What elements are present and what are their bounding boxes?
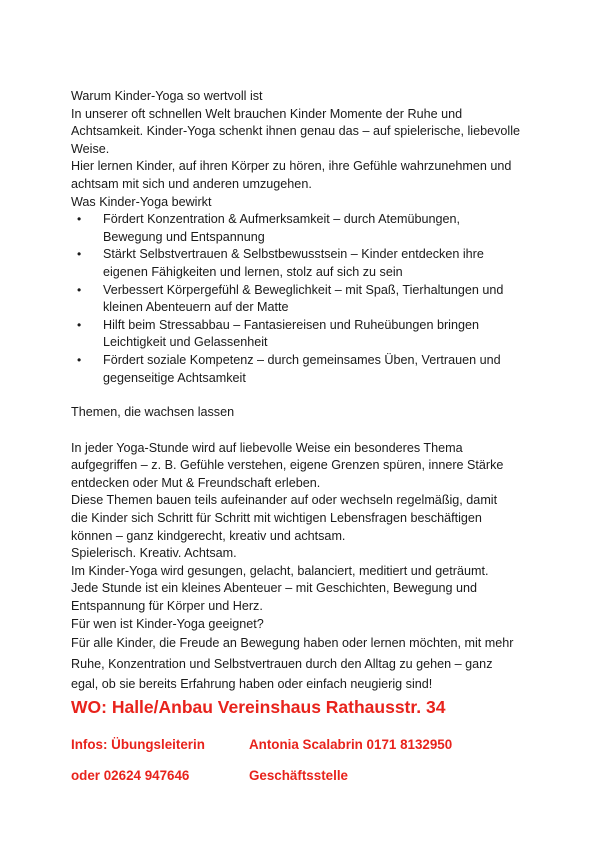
infos-contact: Antonia Scalabrin 0171 8132950: [249, 737, 453, 752]
themes-line: können – ganz kindgerecht, kreativ und achtsam.: [71, 528, 346, 543]
benefit-item: • Hilft beim Stressabbau – Fantasiereisen und Ruheübungen bringen Leichtigkeit und Gelassenheit: [77, 317, 479, 350]
benefit-item: • Fördert Konzentration & Aufmerksamkeit – durch Atemübungen, Bewegung und Entspannung: [77, 212, 461, 244]
bullet-icon: •: [77, 247, 82, 262]
intro-line: In unserer oft schnellen Welt brauchen Kinder Momente der Ruhe und: [71, 106, 463, 121]
themes-line: Für alle Kinder, die Freude an Bewegung haben oder lernen möchten, mit mehr: [71, 636, 514, 651]
benefit-item: • Stärkt Selbstvertrauen & Selbstbewusstsein – Kinder entdecken ihre eigenen Fähigkeiten und lernen, stolz auf sich zu sein: [77, 247, 484, 279]
themes-line: In jeder Yoga-Stunde wird auf liebevolle Weise ein besonderes Thema: [71, 440, 463, 455]
themes-line: Ruhe, Konzentration und Selbstvertrauen durch den Alltag zu gehen – ganz: [71, 656, 493, 671]
benefit-item: • Fördert soziale Kompetenz – durch gemeinsames Üben, Vertrauen und gegenseitige Achtsamkeit: [77, 352, 501, 385]
bullet-icon: •: [77, 317, 82, 332]
intro-line: Achtsamkeit. Kinder-Yoga schenkt ihnen genau das – auf spielerische, liebevolle: [71, 124, 520, 139]
intro-line: Weise.: [71, 141, 110, 156]
body-text: [71, 88, 541, 694]
benefits-heading: Was Kinder-Yoga bewirkt: [71, 194, 212, 209]
bullet-icon: •: [77, 352, 82, 367]
benefit-item: • Verbessert Körpergefühl & Beweglichkeit – mit Spaß, Tierhaltungen und kleinen Abenteuern auf der Matte: [77, 282, 504, 315]
themes-line: Diese Themen bauen teils aufeinander auf oder wechseln regelmäßig, damit: [71, 493, 498, 508]
themes-line: Im Kinder-Yoga wird gesungen, gelacht, balanciert, meditiert und geträumt.: [71, 563, 489, 578]
themes-heading: Themen, die wachsen lassen: [71, 405, 235, 420]
intro-heading: Warum Kinder-Yoga so wertvoll ist: [71, 89, 263, 103]
benefits-list: [71, 211, 541, 387]
themes-line: Jede Stunde ist ein kleines Abenteuer – mit Geschichten, Bewegung und: [71, 581, 478, 596]
themes-line: egal, ob sie bereits Erfahrung haben oder einfach neugierig sind!: [71, 677, 433, 692]
infos-label: Infos: Übungsleiterin: [71, 737, 205, 752]
intro-line: achtsam mit sich und anderen umzugehen.: [71, 176, 312, 191]
intro-line: Hier lernen Kinder, auf ihren Körper zu hören, ihre Gefühle wahrzunehmen und: [71, 159, 512, 174]
bullet-icon: •: [77, 282, 82, 297]
themes-line: entdecken oder Mut & Freundschaft erleben.: [71, 475, 321, 490]
bullet-icon: •: [77, 212, 82, 227]
office-label: Geschäftsstelle: [249, 768, 348, 783]
alt-phone: oder 02624 947646: [71, 768, 190, 783]
themes-line: Entspannung für Körper und Herz.: [71, 599, 263, 614]
themes-line: Spielerisch. Kreativ. Achtsam.: [71, 546, 237, 561]
location-line: WO: Halle/Anbau Vereinshaus Rathausstr. 34: [71, 697, 446, 717]
themes-line: die Kinder sich Schritt für Schritt mit wichtigen Lebensfragen beschäftigen: [71, 511, 482, 526]
themes-line: Für wen ist Kinder-Yoga geeignet?: [71, 616, 264, 631]
themes-line: aufgegriffen – z. B. Gefühle verstehen, eigene Grenzen spüren, innere Stärke: [71, 458, 504, 473]
